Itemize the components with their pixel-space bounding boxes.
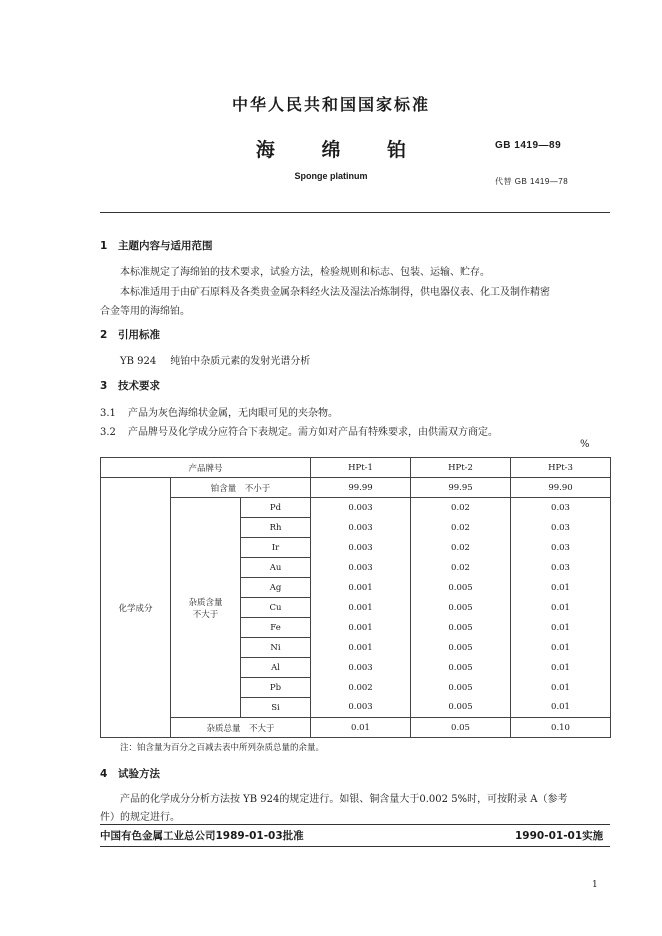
- table-cell: 0.01: [511, 698, 611, 718]
- requirement-3-1: 3.1 产品为灰色海绵状金属，无肉眼可见的夹杂物。: [100, 408, 338, 419]
- table-cell: 0.001: [311, 638, 411, 658]
- table-cell: 0.03: [511, 538, 611, 558]
- table-cell: 0.03: [511, 518, 611, 538]
- footer-divider-bottom: [100, 846, 610, 847]
- grade-header: HPt-1: [311, 458, 411, 478]
- table-cell: 0.01: [511, 578, 611, 598]
- table-cell: 0.01: [511, 638, 611, 658]
- section-4-para-line-1: 产品的化学成分分析方法按 YB 924的规定进行。如银、铜含量大于0.002 5%时，可按附录 A（参考: [120, 794, 568, 805]
- effective-date: 1990-01-01实施: [515, 830, 604, 842]
- table-cell: 0.01: [311, 718, 411, 738]
- table-cell: 0.003: [311, 698, 411, 718]
- element-label: Pd: [241, 498, 311, 518]
- element-label: Pb: [241, 678, 311, 698]
- total-impurity-row: [101, 718, 611, 738]
- table-cell: 0.01: [511, 658, 611, 678]
- composition-table: [100, 457, 611, 738]
- table-cell: 0.001: [311, 578, 411, 598]
- table-cell: 0.02: [411, 498, 511, 518]
- element-label: Fe: [241, 618, 311, 638]
- pt-content-label: 铂含量 不小于: [171, 478, 311, 498]
- table-cell: 0.005: [411, 638, 511, 658]
- table-cell: 0.005: [411, 578, 511, 598]
- grade-header: HPt-2: [411, 458, 511, 478]
- element-label: Au: [241, 558, 311, 578]
- table-cell: 0.01: [511, 598, 611, 618]
- section-3-heading: 3 技术要求: [100, 380, 160, 392]
- section-1-heading: 1 主题内容与适用范围: [100, 240, 213, 252]
- section-4-heading: 4 试验方法: [100, 768, 160, 780]
- reference-standard: YB 924 纯铂中杂质元素的发射光谱分析: [120, 356, 311, 367]
- table-row: [101, 498, 611, 518]
- page-number: 1: [592, 880, 598, 890]
- table-cell: 0.005: [411, 658, 511, 678]
- section-1-para-2-line-2: 合金等用的海绵铂。: [100, 306, 190, 317]
- table-cell: 0.005: [411, 618, 511, 638]
- table-cell: 0.003: [311, 658, 411, 678]
- table-cell: 0.01: [511, 618, 611, 638]
- document-title: 海 绵 铂: [255, 139, 427, 161]
- table-cell: 0.02: [411, 538, 511, 558]
- grade-header: HPt-3: [511, 458, 611, 478]
- section-1-para-1: 本标准规定了海绵铂的技术要求，试验方法，检验规则和标志、包装、运输、贮存。: [120, 267, 490, 278]
- table-cell: 0.005: [411, 678, 511, 698]
- element-label: Ni: [241, 638, 311, 658]
- element-label: Ir: [241, 538, 311, 558]
- element-label: Rh: [241, 518, 311, 538]
- element-label: Al: [241, 658, 311, 678]
- table-note: 注：铂含量为百分之百减去表中所列杂质总量的余量。: [120, 743, 325, 753]
- table-cell: 0.05: [411, 718, 511, 738]
- table-cell: 0.02: [411, 518, 511, 538]
- table-cell: 0.005: [411, 698, 511, 718]
- table-cell: 0.001: [311, 618, 411, 638]
- section-1-para-2-line-1: 本标准适用于由矿石原料及各类贵金属杂料经火法及湿法冶炼制得，供电器仪表、化工及制作精密: [120, 287, 550, 298]
- chemical-composition-label: 化学成分: [101, 478, 171, 738]
- document-subtitle: Sponge platinum: [294, 171, 368, 181]
- table-cell: 0.01: [511, 678, 611, 698]
- element-label: Cu: [241, 598, 311, 618]
- table-header-row: [101, 458, 611, 478]
- replaces-standard: 代替 GB 1419—78: [495, 177, 569, 186]
- table-cell: 99.90: [511, 478, 611, 498]
- footer-divider-top: [100, 824, 610, 825]
- standard-nation-title: 中华人民共和国国家标准: [231, 95, 430, 114]
- table-cell: 99.95: [411, 478, 511, 498]
- section-2-heading: 2 引用标准: [100, 329, 160, 341]
- pt-content-row: [101, 478, 611, 498]
- table-cell: 0.001: [311, 598, 411, 618]
- table-cell: 0.003: [311, 498, 411, 518]
- table-cell: 0.005: [411, 598, 511, 618]
- table-cell: 0.03: [511, 558, 611, 578]
- grade-header-label: 产品牌号: [101, 458, 311, 478]
- total-impurity-label: 杂质总量 不大于: [171, 718, 311, 738]
- element-label: Ag: [241, 578, 311, 598]
- table-cell: 0.03: [511, 498, 611, 518]
- table-cell: 0.02: [411, 558, 511, 578]
- table-cell: 99.99: [311, 478, 411, 498]
- table-cell: 0.003: [311, 538, 411, 558]
- table-cell: 0.003: [311, 558, 411, 578]
- header-divider: [100, 212, 610, 213]
- table-cell: 0.002: [311, 678, 411, 698]
- table-cell: 0.003: [311, 518, 411, 538]
- standard-code: GB 1419—89: [495, 140, 562, 151]
- approval-statement: 中国有色金属工业总公司1989-01-03批准: [100, 830, 304, 842]
- table-cell: 0.10: [511, 718, 611, 738]
- unit-label: %: [580, 439, 590, 450]
- impurity-content-label: 杂质含量 不大于: [171, 498, 241, 718]
- element-label: Si: [241, 698, 311, 718]
- requirement-3-2: 3.2 产品牌号及化学成分应符合下表规定。需方如对产品有特殊要求，由供需双方商定。: [100, 427, 498, 438]
- section-4-para-line-2: 件）的规定进行。: [100, 812, 180, 823]
